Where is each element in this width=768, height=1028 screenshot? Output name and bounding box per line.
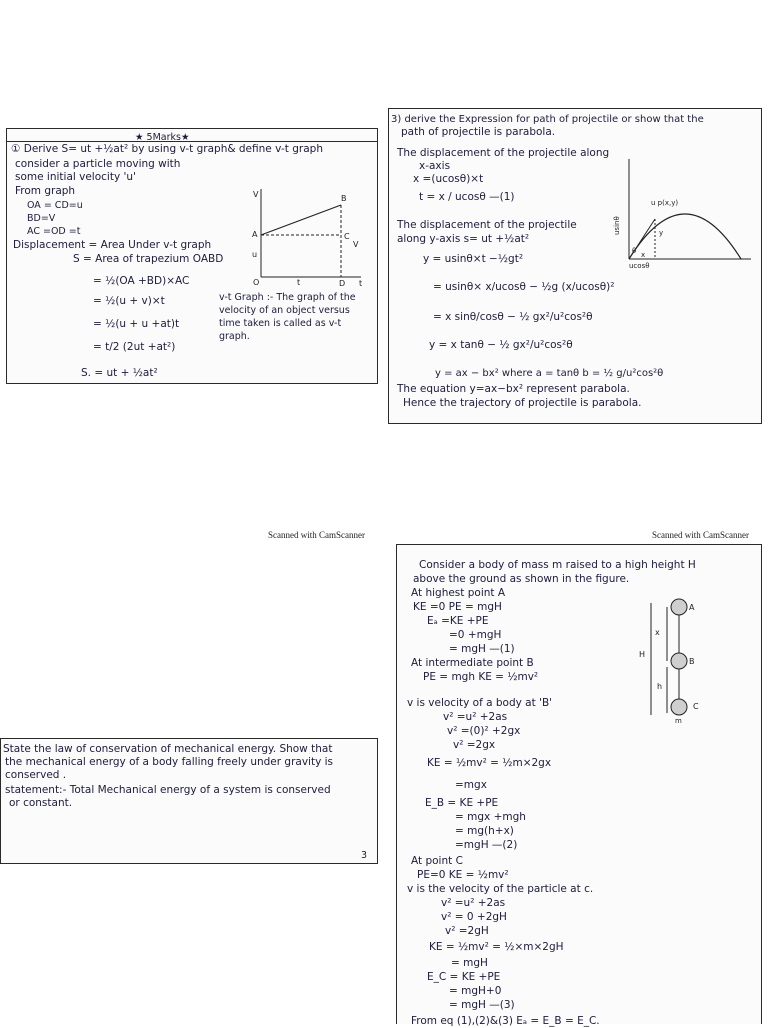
line: PE = mgh KE = ½mv² (423, 671, 539, 683)
line: KE =0 PE = mgH (413, 601, 502, 613)
vt-graph (251, 187, 371, 287)
line: = t/2 (2ut +at²) (93, 341, 176, 353)
line: Consider a body of mass m raised to a high height H (419, 559, 696, 571)
line: y = x tanθ − ½ gx²/u²cos²θ (429, 339, 573, 351)
graph-label: C (344, 232, 350, 241)
line: 3) derive the Expression for path of projectile or show that the (391, 114, 704, 125)
line: conserved . (5, 769, 67, 781)
figure-label: A (689, 603, 695, 612)
line: The displacement of the projectile along (397, 147, 610, 159)
line: Eₐ =KE +PE (427, 615, 489, 627)
line: y = ax − bx² where a = tanθ b = ½ g/u²cos²θ (435, 368, 664, 379)
graph-label: ucosθ (629, 262, 650, 270)
graph-label: usinθ (613, 216, 621, 235)
line: OA = CD=u (27, 200, 83, 211)
line: = mg(h+x) (455, 825, 514, 837)
panel-projectile (388, 108, 762, 424)
line: S = Area of trapezium OABD (73, 253, 224, 265)
marks-header: ★ 5Marks★ (135, 132, 190, 143)
graph-label: u p(x,y) (651, 199, 679, 207)
line: x =(ucosθ)×t (413, 173, 484, 185)
line: = mgH (451, 957, 488, 969)
line: consider a particle moving with (15, 158, 181, 170)
line: The displacement of the projectile (397, 219, 577, 231)
figure-label: H (639, 650, 646, 659)
panel-conservation (396, 544, 762, 1027)
graph-label: V (353, 240, 359, 249)
graph-label: u (252, 250, 258, 259)
line: Hence the trajectory of projectile is parabola. (403, 397, 642, 409)
line: = ½(u + u +at)t (93, 318, 180, 330)
line: the mechanical energy of a body falling freely under gravity is (5, 756, 334, 768)
line: x-axis (419, 160, 451, 172)
line: some initial velocity 'u' (15, 171, 136, 183)
line: KE = ½mv² = ½m×2gx (427, 757, 552, 769)
graph-label: y (659, 229, 664, 237)
line: v² =2gH (445, 925, 489, 937)
graph-label: O (253, 278, 260, 287)
line: v is velocity of a body at 'B' (407, 697, 553, 709)
line: E_B = KE +PE (425, 797, 499, 809)
line: = mgH+0 (449, 985, 502, 997)
graph-label: θ (632, 247, 637, 255)
line: y = usinθ×t −½gt² (423, 253, 524, 265)
line: S. = ut + ½at² (81, 367, 158, 379)
line: From eq (1),(2)&(3) Eₐ = E_B = E_C. (411, 1015, 600, 1027)
line: along y-axis s= ut +½at² (397, 233, 530, 245)
projectile-graph (615, 149, 755, 269)
line: v² =u² +2as (443, 711, 508, 723)
line: above the ground as shown in the figure. (413, 573, 630, 585)
scanner-label: Scanned with CamScanner (652, 530, 749, 540)
scanner-label: Scanned with CamScanner (268, 530, 365, 540)
line: State the law of conservation of mechanical energy. Show that (3, 743, 333, 755)
line: =mgx (455, 779, 487, 791)
panel-derivation-s (6, 128, 378, 384)
line: PE=0 KE = ½mv² (417, 869, 509, 881)
line: From graph (15, 185, 76, 197)
line: = mgx +mgh (455, 811, 526, 823)
line: =mgH —(2) (455, 839, 518, 851)
line: AC =OD =t (27, 226, 81, 237)
graph-label: t (359, 279, 363, 288)
line: = mgH —(1) (449, 643, 515, 655)
line: BD=V (27, 213, 56, 224)
line: = mgH —(3) (449, 999, 515, 1011)
line: v² =2gx (453, 739, 496, 751)
graph-label: t (297, 278, 301, 287)
line: = usinθ× x/ucosθ − ½g (x/ucosθ)² (433, 281, 615, 293)
line: t = x / ucosθ —(1) (419, 191, 515, 203)
figure-label: C (693, 702, 699, 711)
line: At highest point A (411, 587, 506, 599)
line: v² =(0)² +2gx (447, 725, 521, 737)
line: The equation y=ax−bx² represent parabola. (397, 383, 630, 395)
graph-label: D (339, 279, 346, 288)
line: E_C = KE +PE (427, 971, 501, 983)
line: path of projectile is parabola. (401, 126, 556, 138)
line: v is the velocity of the particle at c. (407, 883, 594, 895)
line: At point C (411, 855, 463, 867)
graph-label: V (253, 190, 259, 199)
figure-label: x (655, 628, 660, 637)
page-number: 3 (361, 850, 368, 861)
line: =0 +mgH (449, 629, 502, 641)
line: or constant. (9, 797, 73, 809)
figure-label: B (689, 657, 695, 666)
line: v² =u² +2as (441, 897, 506, 909)
graph-label: A (252, 230, 258, 239)
vt-definition: v-t Graph :- The graph of the velocity of an object versus time taken is called as v-t graph. (219, 292, 356, 342)
line: KE = ½mv² = ½×m×2gH (429, 941, 564, 953)
panel-law-statement (0, 738, 378, 864)
falling-body-figure (633, 597, 723, 727)
line: At intermediate point B (411, 657, 534, 669)
line: statement:- Total Mechanical energy of a system is conserved (5, 784, 331, 796)
line: = ½(OA +BD)×AC (93, 275, 190, 287)
line: Displacement = Area Under v-t graph (13, 239, 212, 251)
figure-label: h (657, 682, 663, 691)
graph-label: x (641, 251, 646, 259)
graph-label: B (341, 194, 347, 203)
line: = ½(u + v)×t (93, 295, 165, 307)
line: = x sinθ/cosθ − ½ gx²/u²cos²θ (433, 311, 593, 323)
line: ① Derive S= ut +½at² by using v-t graph& define v-t graph (11, 143, 323, 155)
line: v² = 0 +2gH (441, 911, 507, 923)
figure-label: m (675, 717, 682, 725)
